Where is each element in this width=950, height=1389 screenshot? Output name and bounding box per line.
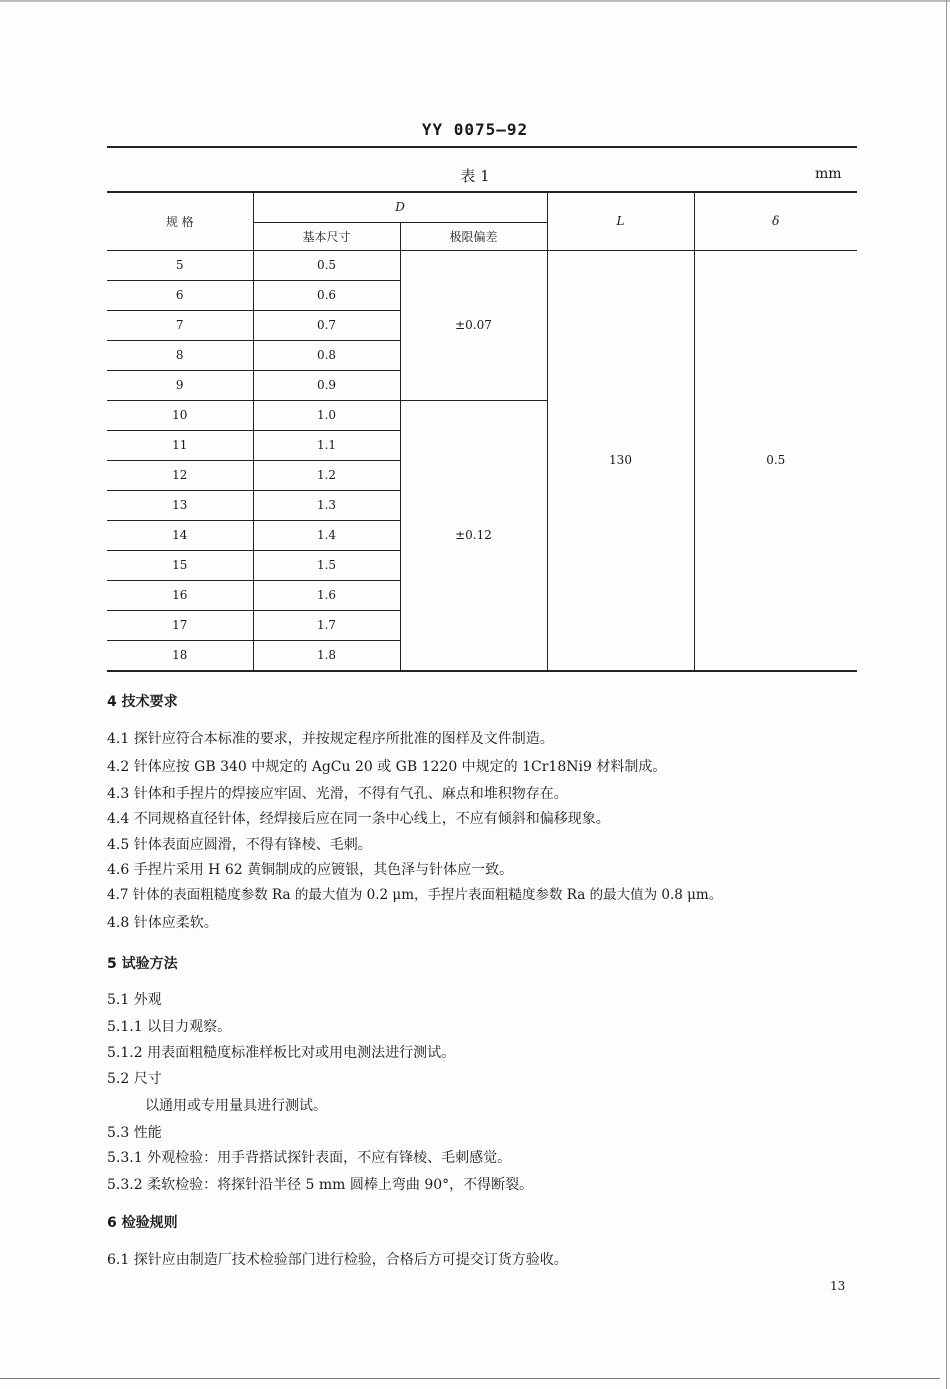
diameter-cell: 1.8 [253,640,400,671]
diameter-cell: 1.5 [253,550,400,580]
clause-5-3-1: 5.3.1 外观检验：用手背搭试探针表面，不应有锋棱、毛刺感觉。 [107,1150,512,1166]
clause-4-7: 4.7 针体的表面粗糙度参数 Ra 的最大值为 0.2 μm，手捏片表面粗糙度参数 Ra 的最大值为 0.8 μm。 [107,887,723,903]
delta-cell: 0.5 [694,250,857,671]
spec-cell: 9 [107,370,253,400]
diameter-cell: 1.7 [253,610,400,640]
spec-cell: 6 [107,280,253,310]
diameter-cell: 0.6 [253,280,400,310]
col-header-spec: 规 格 [107,192,253,250]
standard-code: YY 0075—92 [421,120,529,139]
clause-4-2: 4.2 针体应按 GB 340 中规定的 AgCu 20 或 GB 1220 中规定的 1Cr18Ni9 材料制成。 [107,759,667,775]
spec-cell: 5 [107,250,253,280]
col-header-tolerance: 极限偏差 [400,222,547,250]
clause-5-2: 5.2 尺寸 [107,1071,162,1087]
diameter-cell: 1.3 [253,490,400,520]
table-row [107,250,857,280]
diameter-cell: 1.6 [253,580,400,610]
length-cell: 130 [547,250,694,671]
col-header-L: L [547,192,694,250]
section-4-title: 4 技术要求 [107,694,178,710]
col-header-basic-size: 基本尺寸 [253,222,400,250]
spec-cell: 15 [107,550,253,580]
table-unit: mm [815,166,842,182]
table-caption: 表 1 [460,167,490,185]
clause-5-2-text: 以通用或专用量具进行测试。 [145,1098,327,1114]
spec-cell: 7 [107,310,253,340]
clause-4-6: 4.6 手捏片采用 H 62 黄铜制成的应镀银，其色泽与针体应一致。 [107,862,514,878]
spec-cell: 12 [107,460,253,490]
clause-4-1: 4.1 探针应符合本标准的要求，并按规定程序所批准的图样及文件制造。 [107,731,554,747]
page-number: 13 [830,1279,846,1293]
col-header-D: D [253,192,547,222]
diameter-cell: 0.8 [253,340,400,370]
diameter-cell: 1.1 [253,430,400,460]
spec-cell: 16 [107,580,253,610]
clause-4-4: 4.4 不同规格直径针体，经焊接后应在同一条中心线上，不应有倾斜和偏移现象。 [107,811,610,827]
spec-cell: 11 [107,430,253,460]
spec-cell: 17 [107,610,253,640]
tolerance-cell: ±0.07 [400,250,547,400]
clause-4-5: 4.5 针体表面应圆滑，不得有锋棱、毛刺。 [107,837,372,853]
scan-edge-top [0,0,950,2]
spec-cell: 13 [107,490,253,520]
section-6-title: 6 检验规则 [107,1215,178,1231]
diameter-cell: 1.4 [253,520,400,550]
scan-edge-bottom [0,1378,940,1379]
spec-table [107,191,857,672]
section-5-title: 5 试验方法 [107,956,178,972]
diameter-cell: 0.7 [253,310,400,340]
col-header-delta: δ [694,192,857,250]
diameter-cell: 0.9 [253,370,400,400]
clause-5-3-2: 5.3.2 柔软检验：将探针沿半径 5 mm 圆棒上弯曲 90°，不得断裂。 [107,1177,534,1193]
diameter-cell: 1.2 [253,460,400,490]
spec-cell: 14 [107,520,253,550]
header-rule [107,146,857,148]
clause-4-8: 4.8 针体应柔软。 [107,915,218,931]
clause-5-1-1: 5.1.1 以目力观察。 [107,1019,232,1035]
clause-6-1: 6.1 探针应由制造厂技术检验部门进行检验，合格后方可提交订货方验收。 [107,1252,568,1268]
clause-5-1: 5.1 外观 [107,992,162,1008]
spec-cell: 10 [107,400,253,430]
clause-5-1-2: 5.1.2 用表面粗糙度标准样板比对或用电测法进行测试。 [107,1045,456,1061]
diameter-cell: 1.0 [253,400,400,430]
tolerance-cell: ±0.12 [400,400,547,671]
diameter-cell: 0.5 [253,250,400,280]
clause-4-3: 4.3 针体和手捏片的焊接应牢固、光滑，不得有气孔、麻点和堆积物存在。 [107,786,568,802]
clause-5-3: 5.3 性能 [107,1125,162,1141]
spec-cell: 8 [107,340,253,370]
scan-edge-right [946,0,947,1389]
spec-cell: 18 [107,640,253,671]
